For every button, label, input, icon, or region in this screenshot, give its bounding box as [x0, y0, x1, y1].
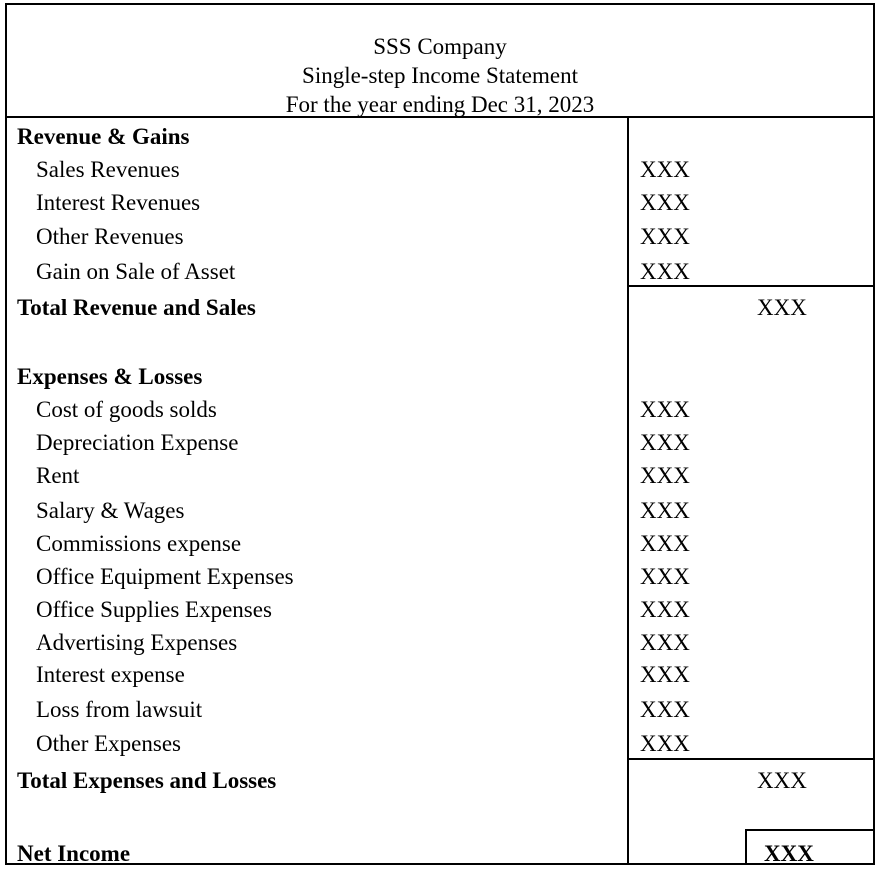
- expense-item-value: XXX: [640, 597, 690, 622]
- expense-item-label: Commissions expense: [36, 531, 242, 556]
- expense-item-label: Salary & Wages: [36, 498, 185, 523]
- statement-title: Single-step Income Statement: [302, 63, 578, 88]
- revenue-item-label: Gain on Sale of Asset: [36, 259, 236, 284]
- revenue-item-label: Sales Revenues: [36, 157, 180, 182]
- expense-item-value: XXX: [640, 630, 690, 655]
- revenue-item-value: XXX: [640, 157, 690, 182]
- expense-item-label: Rent: [36, 463, 80, 488]
- statement-header: [5, 3, 875, 118]
- statement-period: For the year ending Dec 31, 2023: [285, 92, 595, 117]
- expenses-total-value: XXX: [757, 768, 807, 793]
- expense-item-value: XXX: [640, 463, 690, 488]
- net-income-label: Net Income: [17, 841, 131, 866]
- revenue-subtotal-rule: [627, 285, 875, 287]
- company-name: SSS Company: [373, 34, 507, 59]
- revenue-total-label: Total Revenue and Sales: [17, 295, 256, 320]
- expenses-total-label: Total Expenses and Losses: [17, 768, 277, 793]
- expense-item-label: Office Supplies Expenses: [36, 597, 272, 622]
- revenue-item-value: XXX: [640, 259, 690, 284]
- expense-item-label: Office Equipment Expenses: [36, 564, 294, 589]
- net-income-value: XXX: [764, 841, 814, 866]
- expense-item-value: XXX: [640, 397, 690, 422]
- expense-item-label: Loss from lawsuit: [36, 697, 203, 722]
- expense-item-label: Other Expenses: [36, 731, 181, 756]
- column-divider: [627, 116, 629, 865]
- expense-item-value: XXX: [640, 697, 690, 722]
- expense-item-label: Depreciation Expense: [36, 430, 239, 455]
- revenue-item-label: Other Revenues: [36, 224, 184, 249]
- revenue-item-value: XXX: [640, 224, 690, 249]
- revenue-item-value: XXX: [640, 190, 690, 215]
- revenue-section-title: Revenue & Gains: [17, 124, 190, 149]
- expense-item-value: XXX: [640, 498, 690, 523]
- expense-item-value: XXX: [640, 564, 690, 589]
- revenue-total-value: XXX: [757, 295, 807, 320]
- expense-subtotal-rule: [627, 758, 875, 760]
- expenses-section-title: Expenses & Losses: [17, 364, 203, 389]
- expense-item-label: Interest expense: [36, 662, 185, 687]
- expense-item-value: XXX: [640, 430, 690, 455]
- expense-item-value: XXX: [640, 731, 690, 756]
- revenue-item-label: Interest Revenues: [36, 190, 201, 215]
- expense-item-label: Cost of goods solds: [36, 397, 217, 422]
- expense-item-label: Advertising Expenses: [36, 630, 238, 655]
- expense-item-value: XXX: [640, 662, 690, 687]
- expense-item-value: XXX: [640, 531, 690, 556]
